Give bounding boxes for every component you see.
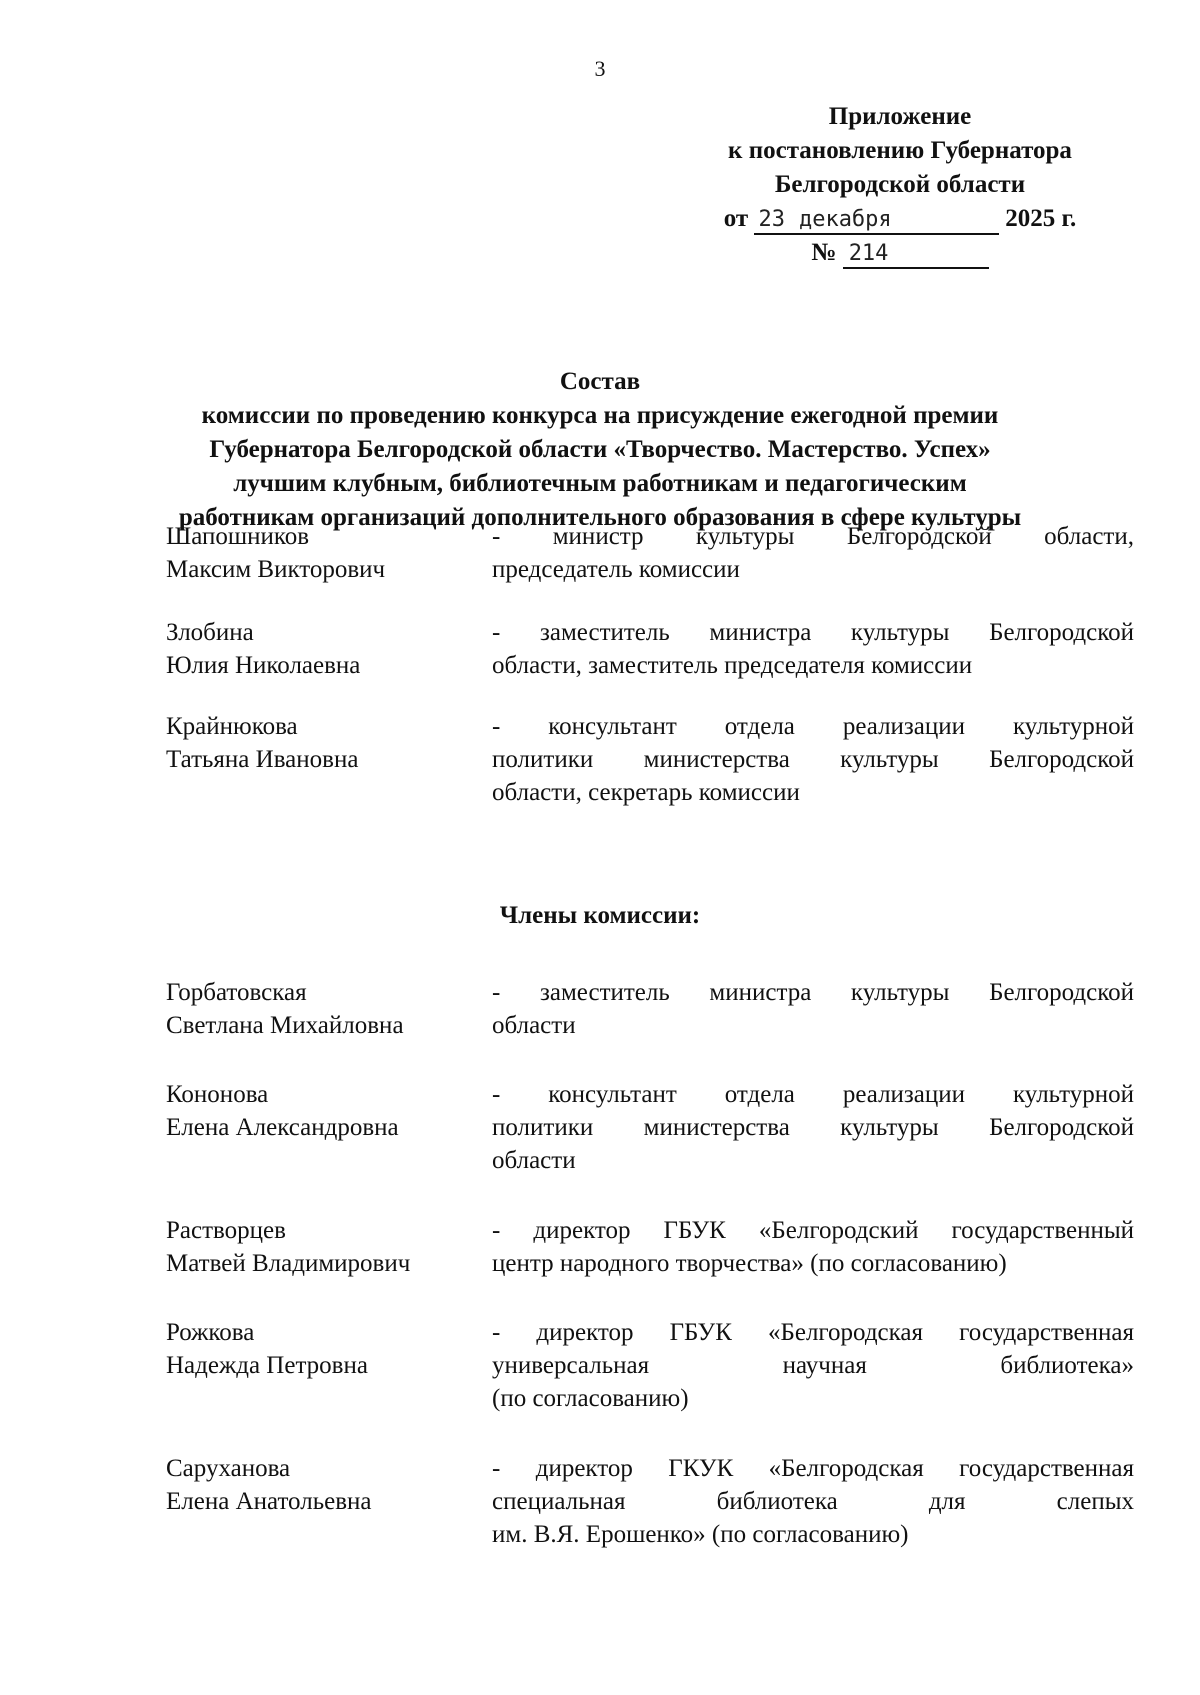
date-day-month: [754, 207, 999, 235]
appendix-title: Приложение: [828, 103, 972, 130]
member-name: [166, 1316, 466, 1382]
member-name: [166, 1452, 466, 1518]
member-given-name: Надежда Петровна: [166, 1352, 368, 1379]
role-line: - заместитель министра культуры Белгородской: [492, 619, 1134, 646]
member-given-name: Елена Александровна: [166, 1114, 399, 1141]
member-name: [166, 1078, 466, 1144]
role-line: политики министерства культуры Белгородской: [492, 1114, 1134, 1141]
role-line: - министр культуры Белгородской области,: [492, 523, 1134, 550]
member-name: [166, 710, 466, 776]
member-surname: Злобина: [166, 619, 254, 646]
date-prefix: от: [723, 205, 749, 232]
role-line: универсальная научная библиотека»: [492, 1352, 1134, 1379]
member-role: [492, 1078, 1134, 1177]
member-role: [492, 520, 1134, 586]
members-heading: Члены комиссии:: [499, 902, 701, 929]
role-line: области: [492, 1012, 576, 1039]
member-role: [492, 616, 1134, 682]
role-line: - директор ГБУК «Белгородский государственный: [492, 1217, 1134, 1244]
member-given-name: Максим Викторович: [166, 556, 386, 583]
role-line: - заместитель министра культуры Белгородской: [492, 979, 1134, 1006]
appendix-line-2: к постановлению Губернатора: [728, 137, 1072, 164]
title-line-4: работникам организаций дополнительного образования в сфере культуры: [178, 504, 1022, 531]
role-line: им. В.Я. Ерошенко» (по согласованию): [492, 1521, 909, 1548]
role-line: - директор ГКУК «Белгородская государственная: [492, 1455, 1134, 1482]
member-role: [492, 1452, 1134, 1551]
appendix-number-row: [680, 236, 1120, 270]
member-given-name: Матвей Владимирович: [166, 1250, 411, 1277]
member-role: [492, 976, 1134, 1042]
number-value: 214: [843, 241, 989, 269]
role-line: (по согласованию): [492, 1385, 689, 1412]
appendix-date-row: [680, 202, 1120, 236]
appendix-block: [680, 100, 1120, 270]
member-given-name: Светлана Михайловна: [166, 1012, 404, 1039]
member-role: [492, 1316, 1134, 1415]
date-month: декабря: [798, 207, 892, 232]
role-line: - консультант отдела реализации культурной: [492, 1081, 1134, 1108]
role-line: политики министерства культуры Белгородской: [492, 746, 1134, 773]
role-line: центр народного творчества» (по согласованию): [492, 1250, 1007, 1277]
member-role: [492, 1214, 1134, 1280]
member-surname: Кононова: [166, 1081, 269, 1108]
role-line: области: [492, 1147, 576, 1174]
member-surname: Горбатовская: [166, 979, 307, 1006]
member-role: [492, 710, 1134, 809]
role-line: - директор ГБУК «Белгородская государственная: [492, 1319, 1134, 1346]
date-year: 2025 г.: [1005, 205, 1077, 232]
appendix-line-3: Белгородской области: [774, 171, 1026, 198]
member-surname: Шапошников: [166, 523, 310, 550]
title-line-3: лучшим клубным, библиотечным работникам и педагогическим: [233, 470, 967, 497]
member-name: [166, 976, 466, 1042]
number-prefix: №: [811, 239, 837, 266]
member-surname: Саруханова: [166, 1455, 291, 1482]
title-line-1: комиссии по проведению конкурса на присуждение ежегодной премии: [201, 402, 999, 429]
member-surname: Рожкова: [166, 1319, 255, 1346]
member-surname: Растворцев: [166, 1217, 286, 1244]
member-name: [166, 520, 466, 586]
member-given-name: Татьяна Ивановна: [166, 746, 359, 773]
member-name: [166, 616, 466, 682]
role-line: области, секретарь комиссии: [492, 779, 800, 806]
title-heading: Состав: [559, 368, 641, 395]
document-title: [0, 365, 1200, 535]
role-line: председатель комиссии: [492, 556, 740, 583]
member-given-name: Юлия Николаевна: [166, 652, 361, 679]
title-line-2: Губернатора Белгородской области «Творчество. Мастерство. Успех»: [209, 436, 991, 463]
role-line: - консультант отдела реализации культурной: [492, 713, 1134, 740]
page-number: 3: [594, 56, 606, 81]
member-surname: Крайнюкова: [166, 713, 298, 740]
member-given-name: Елена Анатольевна: [166, 1488, 372, 1515]
role-line: области, заместитель председателя комиссии: [492, 652, 973, 679]
date-day: 23: [758, 207, 785, 232]
member-name: [166, 1214, 466, 1280]
role-line: специальная библиотека для слепых: [492, 1488, 1134, 1515]
